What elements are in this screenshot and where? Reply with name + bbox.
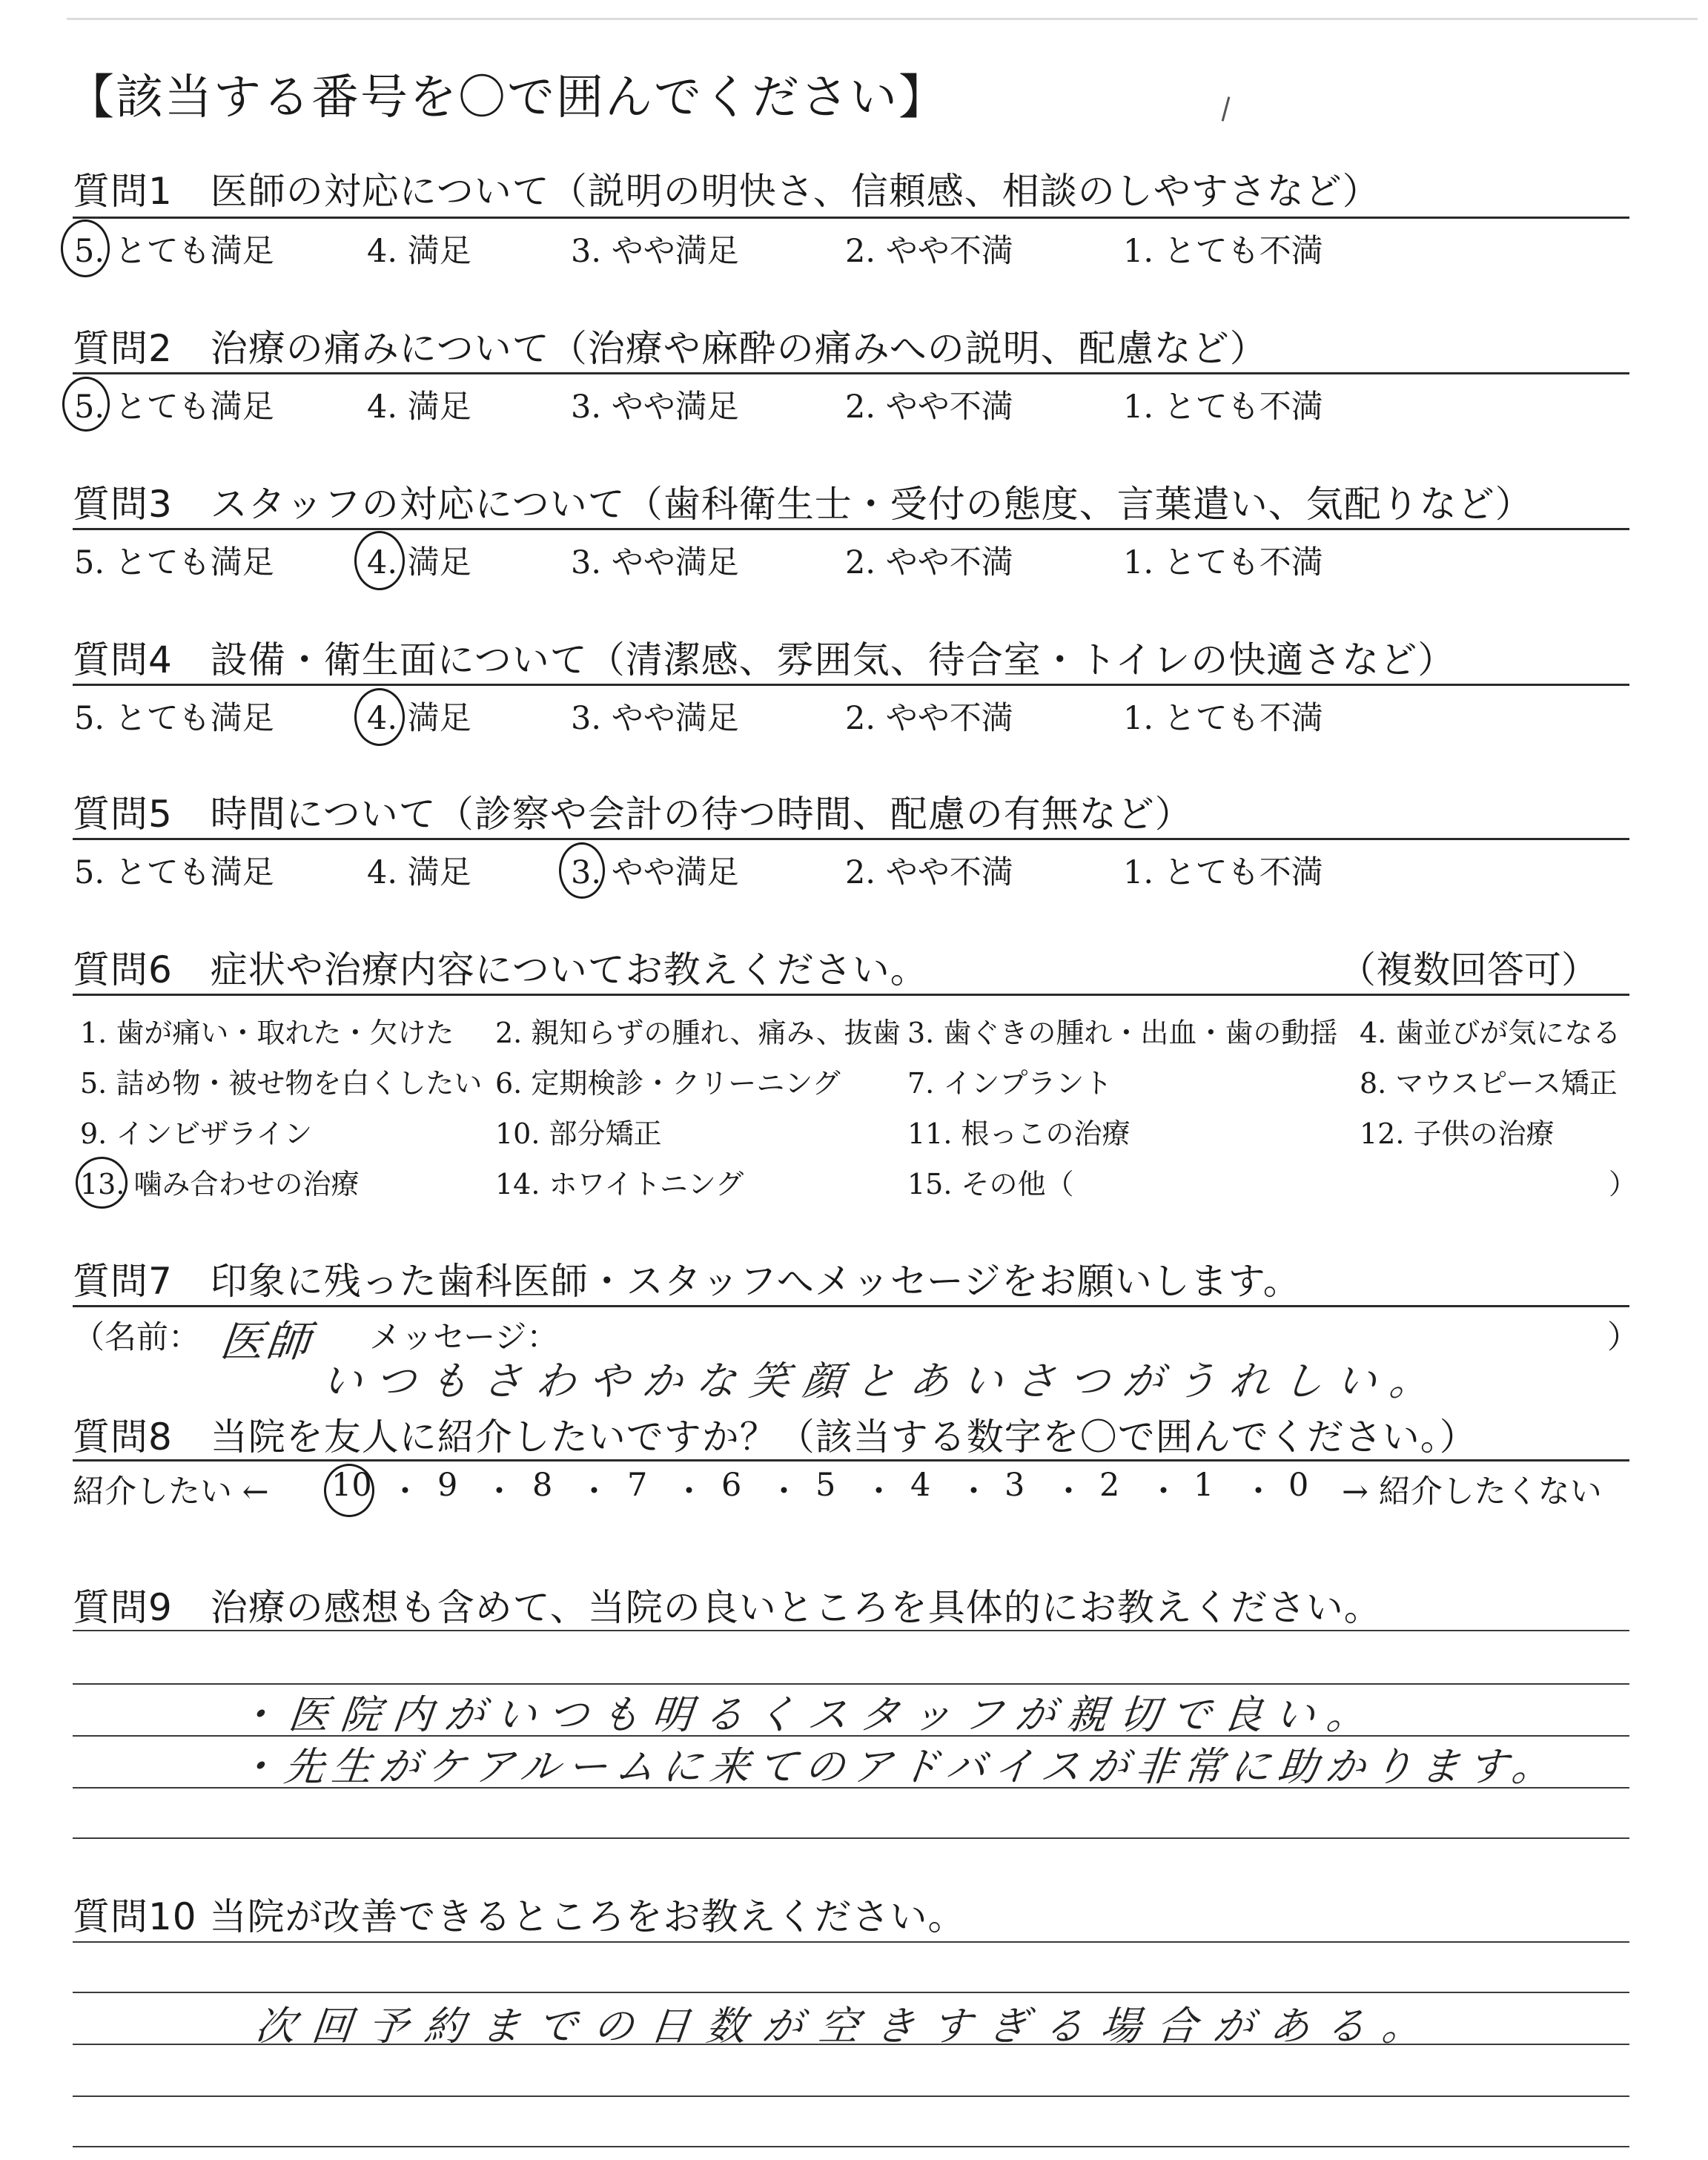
q6-note: （複数回答可） — [1339, 948, 1598, 991]
q6-selected-circle — [76, 1157, 128, 1209]
q8-title: 質問8 当院を友人に紹介したいですか？（該当する数字を〇で囲んでください。） — [73, 1416, 1477, 1459]
q8-scale-dot: ・ — [1242, 1473, 1274, 1510]
q4-option-1[interactable]: 1. とても不満 — [1123, 700, 1323, 737]
page-top-border — [67, 18, 1698, 20]
q4-selected-circle — [354, 688, 405, 746]
q6-option-15[interactable]: 15. その他（ — [907, 1168, 1074, 1200]
q9-line — [73, 1630, 1629, 1631]
q8-scale-8[interactable]: 8 — [532, 1467, 553, 1504]
q9-line — [73, 1837, 1629, 1839]
q8-scale-dot: ・ — [863, 1473, 895, 1510]
q7-name-value[interactable]: 医師 — [217, 1316, 316, 1367]
q3-option-1[interactable]: 1. とても不満 — [1123, 544, 1323, 581]
q8-right-label: → 紹介したくない — [1342, 1473, 1602, 1510]
q8-scale-7[interactable]: 7 — [627, 1467, 648, 1504]
q2-selected-circle — [62, 377, 110, 432]
q6-option-14[interactable]: 14. ホワイトニング — [495, 1168, 744, 1200]
q1-option-1[interactable]: 1. とても不満 — [1123, 233, 1323, 270]
q1-option-5[interactable]: 5. とても満足 — [74, 233, 274, 270]
q1-option-3[interactable]: 3. やや満足 — [571, 233, 739, 270]
q3-title: 質問3 スタッフの対応について（歯科衛生士・受付の態度、言葉遣い、気配りなど） — [73, 483, 1533, 526]
q8-scale-2[interactable]: 2 — [1099, 1467, 1120, 1504]
q6-option-8[interactable]: 8. マウスピース矯正 — [1360, 1067, 1618, 1100]
q1-title: 質問1 医師の対応について（説明の明快さ、信頼感、相談のしやすさなど） — [73, 170, 1380, 213]
q7-close-paren: ） — [1607, 1319, 1639, 1356]
q10-line — [73, 2095, 1629, 2097]
q8-rule — [73, 1459, 1629, 1462]
q6-option-9[interactable]: 9. インビザライン — [80, 1117, 313, 1150]
q8-scale-dot: ・ — [578, 1473, 610, 1510]
q10-line — [73, 2146, 1629, 2147]
q1-option-2[interactable]: 2. やや不満 — [845, 233, 1013, 270]
q6-option-10[interactable]: 10. 部分矯正 — [495, 1117, 662, 1150]
q6-option-1[interactable]: 1. 歯が痛い・取れた・欠けた — [80, 1017, 454, 1049]
q2-option-3[interactable]: 3. やや満足 — [571, 389, 739, 426]
q6-option-6[interactable]: 6. 定期検診・クリーニング — [495, 1067, 841, 1100]
q8-scale-0[interactable]: 0 — [1288, 1467, 1309, 1504]
q2-title: 質問2 治療の痛みについて（治療や麻酔の痛みへの説明、配慮など） — [73, 327, 1268, 370]
q8-scale-dot: ・ — [768, 1473, 800, 1510]
q8-scale-4[interactable]: 4 — [910, 1467, 931, 1504]
q10-line — [73, 1941, 1629, 1943]
q9-title: 質問9 治療の感想も含めて、当院の良いところを具体的にお教えください。 — [73, 1586, 1382, 1629]
q5-selected-circle — [559, 842, 605, 899]
q10-title: 質問10 当院が改善できるところをお教えください。 — [73, 1895, 966, 1938]
q8-scale-1[interactable]: 1 — [1194, 1467, 1214, 1504]
q6-option-3[interactable]: 3. 歯ぐきの腫れ・出血・歯の動揺 — [907, 1017, 1338, 1049]
q1-selected-circle — [61, 219, 110, 277]
q10-line — [73, 1992, 1629, 1993]
q8-scale-dot: ・ — [958, 1473, 990, 1510]
q7-name-label: （名前： — [73, 1319, 200, 1356]
q9-answer-line-1[interactable]: ・医院内がいつも明るくスタッフが親切で良い。 — [234, 1691, 1381, 1738]
q5-option-2[interactable]: 2. やや不満 — [845, 854, 1013, 891]
q5-option-1[interactable]: 1. とても不満 — [1123, 854, 1323, 891]
q4-rule — [73, 684, 1629, 686]
q6-option-5[interactable]: 5. 詰め物・被せ物を白くしたい — [80, 1067, 483, 1100]
q8-selected-circle — [324, 1464, 374, 1517]
q8-scale-3[interactable]: 3 — [1004, 1467, 1025, 1504]
q4-option-2[interactable]: 2. やや不満 — [845, 700, 1013, 737]
q8-scale-dot: ・ — [483, 1473, 515, 1510]
q6-rule — [73, 994, 1629, 996]
q8-scale-dot: ・ — [673, 1473, 705, 1510]
q8-scale-9[interactable]: 9 — [437, 1467, 458, 1504]
q4-option-5[interactable]: 5. とても満足 — [74, 700, 274, 737]
q3-rule — [73, 528, 1629, 530]
q6-option-15-close: ） — [1609, 1168, 1638, 1200]
q2-rule — [73, 372, 1629, 374]
q4-title: 質問4 設備・衛生面について（清潔感、雰囲気、待合室・トイレの快適さなど） — [73, 638, 1456, 681]
q5-option-3[interactable]: 3. やや満足 — [571, 854, 739, 891]
q6-option-11[interactable]: 11. 根っこの治療 — [907, 1117, 1131, 1150]
q8-left-label: 紹介したい ← — [73, 1473, 269, 1510]
q7-message-label: メッセージ： — [369, 1319, 559, 1356]
q8-scale-5[interactable]: 5 — [815, 1467, 836, 1504]
q8-scale-10[interactable]: 10 — [331, 1467, 372, 1504]
q5-option-5[interactable]: 5. とても満足 — [74, 854, 274, 891]
q3-selected-circle — [354, 531, 405, 590]
q7-title: 質問7 印象に残った歯科医師・スタッフへメッセージをお願いします。 — [73, 1260, 1301, 1303]
q5-option-4[interactable]: 4. 満足 — [367, 854, 471, 891]
q2-option-4[interactable]: 4. 満足 — [367, 389, 471, 426]
q8-scale-dot: ・ — [1053, 1473, 1085, 1510]
q2-option-5[interactable]: 5. とても満足 — [74, 389, 274, 426]
q5-rule — [73, 838, 1629, 840]
q6-option-12[interactable]: 12. 子供の治療 — [1360, 1117, 1555, 1150]
q3-option-3[interactable]: 3. やや満足 — [571, 544, 739, 581]
q3-option-4[interactable]: 4. 満足 — [367, 544, 471, 581]
q1-option-4[interactable]: 4. 満足 — [367, 233, 471, 270]
q9-answer-line-2[interactable]: ・先生がケアルームに来てのアドバイスが非常に助かります。 — [234, 1743, 1562, 1790]
q6-option-13[interactable]: 13. 噛み合わせの治療 — [80, 1168, 360, 1200]
q7-message-value[interactable]: いつもさわやかな笑顔とあいさつがうれしい。 — [320, 1358, 1446, 1404]
q4-option-4[interactable]: 4. 満足 — [367, 700, 471, 737]
q2-option-2[interactable]: 2. やや不満 — [845, 389, 1013, 426]
q8-scale-dot: ・ — [389, 1473, 421, 1510]
q10-answer-line-1[interactable]: 次回予約までの日数が空きすぎる場合がある。 — [253, 2003, 1441, 2050]
q8-scale-dot: ・ — [1148, 1473, 1179, 1510]
q2-option-1[interactable]: 1. とても不満 — [1123, 389, 1323, 426]
q4-option-3[interactable]: 3. やや満足 — [571, 700, 739, 737]
q1-rule — [73, 217, 1629, 219]
q6-option-4[interactable]: 4. 歯並びが気になる — [1360, 1017, 1621, 1049]
page-title: 【該当する番号を〇で囲んでください】 — [67, 70, 947, 125]
q3-option-5[interactable]: 5. とても満足 — [74, 544, 274, 581]
q6-option-7[interactable]: 7. インプラント — [907, 1067, 1113, 1100]
q5-title: 質問5 時間について（診察や会計の待つ時間、配慮の有無など） — [73, 793, 1193, 836]
q3-option-2[interactable]: 2. やや不満 — [845, 544, 1013, 581]
q8-scale-6[interactable]: 6 — [721, 1467, 742, 1504]
pen-mark — [1222, 96, 1231, 122]
q6-title: 質問6 症状や治療内容についてお教えください。 — [73, 948, 928, 991]
q6-option-2[interactable]: 2. 親知らずの腫れ、痛み、抜歯 — [495, 1017, 901, 1049]
